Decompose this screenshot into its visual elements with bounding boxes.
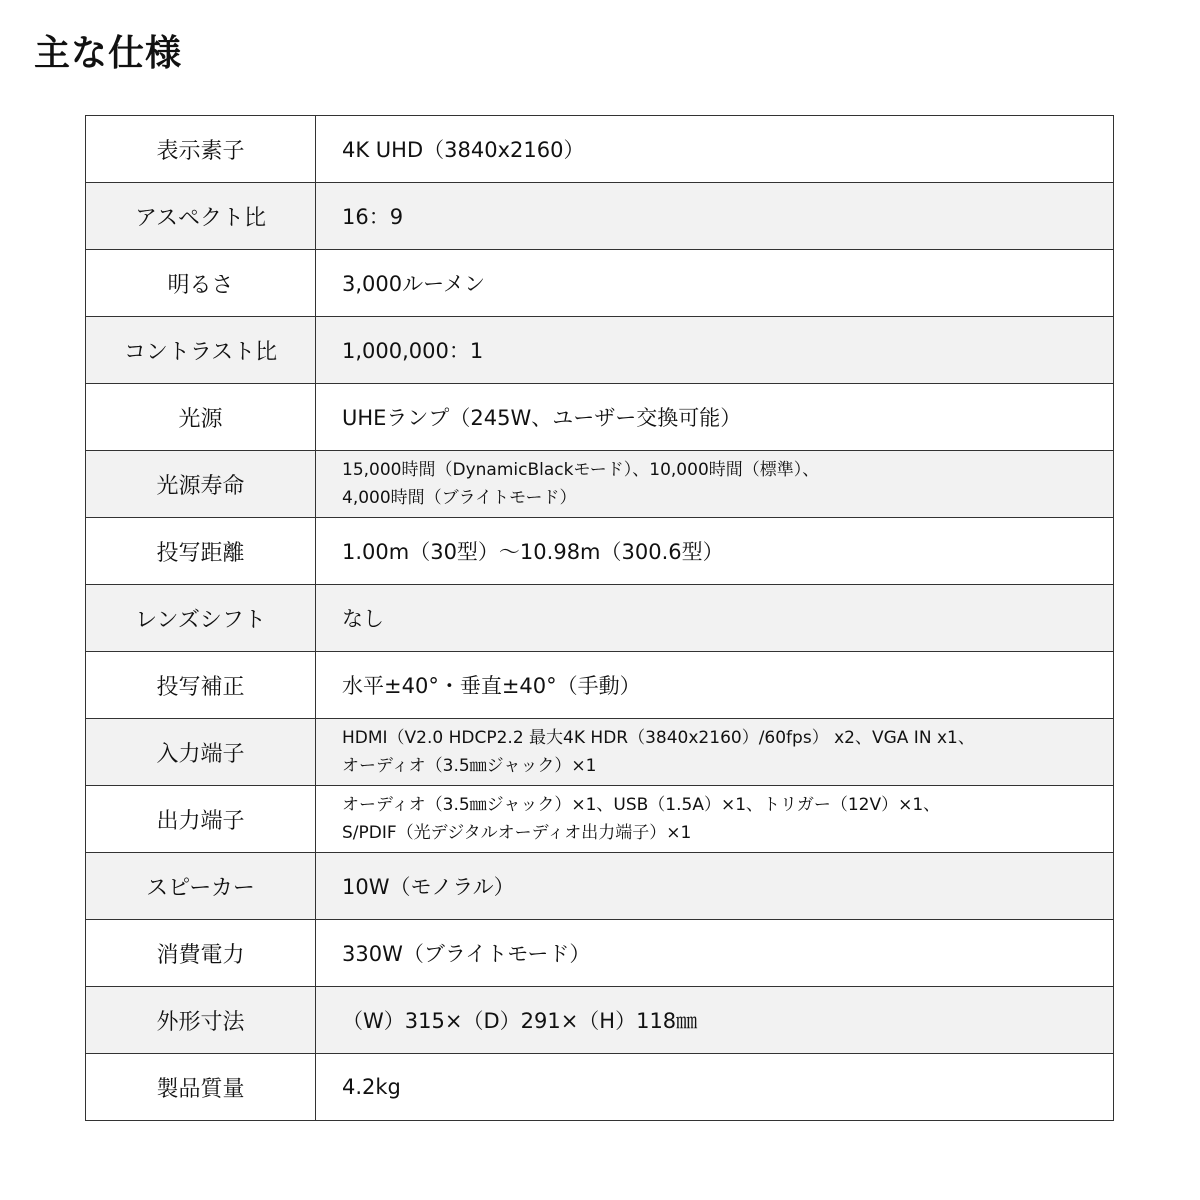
table-row (86, 250, 1114, 317)
spec-label: 光源寿命 (86, 451, 316, 518)
spec-label: 明るさ (86, 250, 316, 317)
spec-value: 水平±40°・垂直±40°（手動） (316, 652, 1114, 719)
spec-value: （W）315×（D）291×（H）118㎜ (316, 987, 1114, 1054)
spec-value-line: オーディオ（3.5㎜ジャック）×1、USB（1.5A）×1、トリガー（12V）×1、 (342, 795, 941, 815)
spec-label: 入力端子 (86, 719, 316, 786)
spec-value-line: S/PDIF（光デジタルオーディオ出力端子）×1 (342, 823, 692, 843)
spec-label: 出力端子 (86, 786, 316, 853)
spec-value (316, 451, 1114, 518)
spec-value-line: 15,000時間（DynamicBlackモード）、10,000時間（標準）、 (342, 460, 820, 480)
spec-label: 光源 (86, 384, 316, 451)
spec-value: なし (316, 585, 1114, 652)
table-row (86, 853, 1114, 920)
spec-label: 製品質量 (86, 1054, 316, 1121)
spec-value: 1.00m（30型）～10.98m（300.6型） (316, 518, 1114, 585)
table-row (86, 920, 1114, 987)
spec-value (316, 719, 1114, 786)
spec-value-line: 4,000時間（ブライトモード） (342, 488, 577, 508)
spec-label: スピーカー (86, 853, 316, 920)
spec-label: 投写補正 (86, 652, 316, 719)
spec-value: 4.2kg (316, 1054, 1114, 1121)
table-row (86, 384, 1114, 451)
spec-label: 外形寸法 (86, 987, 316, 1054)
spec-table (85, 115, 1114, 1121)
table-row (86, 116, 1114, 183)
table-row (86, 719, 1114, 786)
page-title: 主な仕様 (34, 33, 183, 74)
spec-value: UHEランプ（245W、ユーザー交換可能） (316, 384, 1114, 451)
spec-value: 4K UHD（3840x2160） (316, 116, 1114, 183)
spec-label: アスペクト比 (86, 183, 316, 250)
spec-value: 16：9 (316, 183, 1114, 250)
spec-value-line: オーディオ（3.5㎜ジャック）×1 (342, 756, 597, 776)
spec-label: 表示素子 (86, 116, 316, 183)
table-row (86, 585, 1114, 652)
table-row (86, 518, 1114, 585)
spec-label: 投写距離 (86, 518, 316, 585)
spec-label: 消費電力 (86, 920, 316, 987)
spec-label: レンズシフト (86, 585, 316, 652)
table-row (86, 451, 1114, 518)
table-row (86, 652, 1114, 719)
spec-value: 1,000,000：1 (316, 317, 1114, 384)
spec-value: 330W（ブライトモード） (316, 920, 1114, 987)
table-row (86, 786, 1114, 853)
spec-value: 10W（モノラル） (316, 853, 1114, 920)
spec-value (316, 786, 1114, 853)
table-row (86, 183, 1114, 250)
table-row (86, 1054, 1114, 1121)
spec-value-line: HDMI（V2.0 HDCP2.2 最大4K HDR（3840x2160）/60fps） x2、VGA IN x1、 (342, 728, 975, 748)
spec-value: 3,000ルーメン (316, 250, 1114, 317)
table-row (86, 987, 1114, 1054)
spec-label: コントラスト比 (86, 317, 316, 384)
table-row (86, 317, 1114, 384)
